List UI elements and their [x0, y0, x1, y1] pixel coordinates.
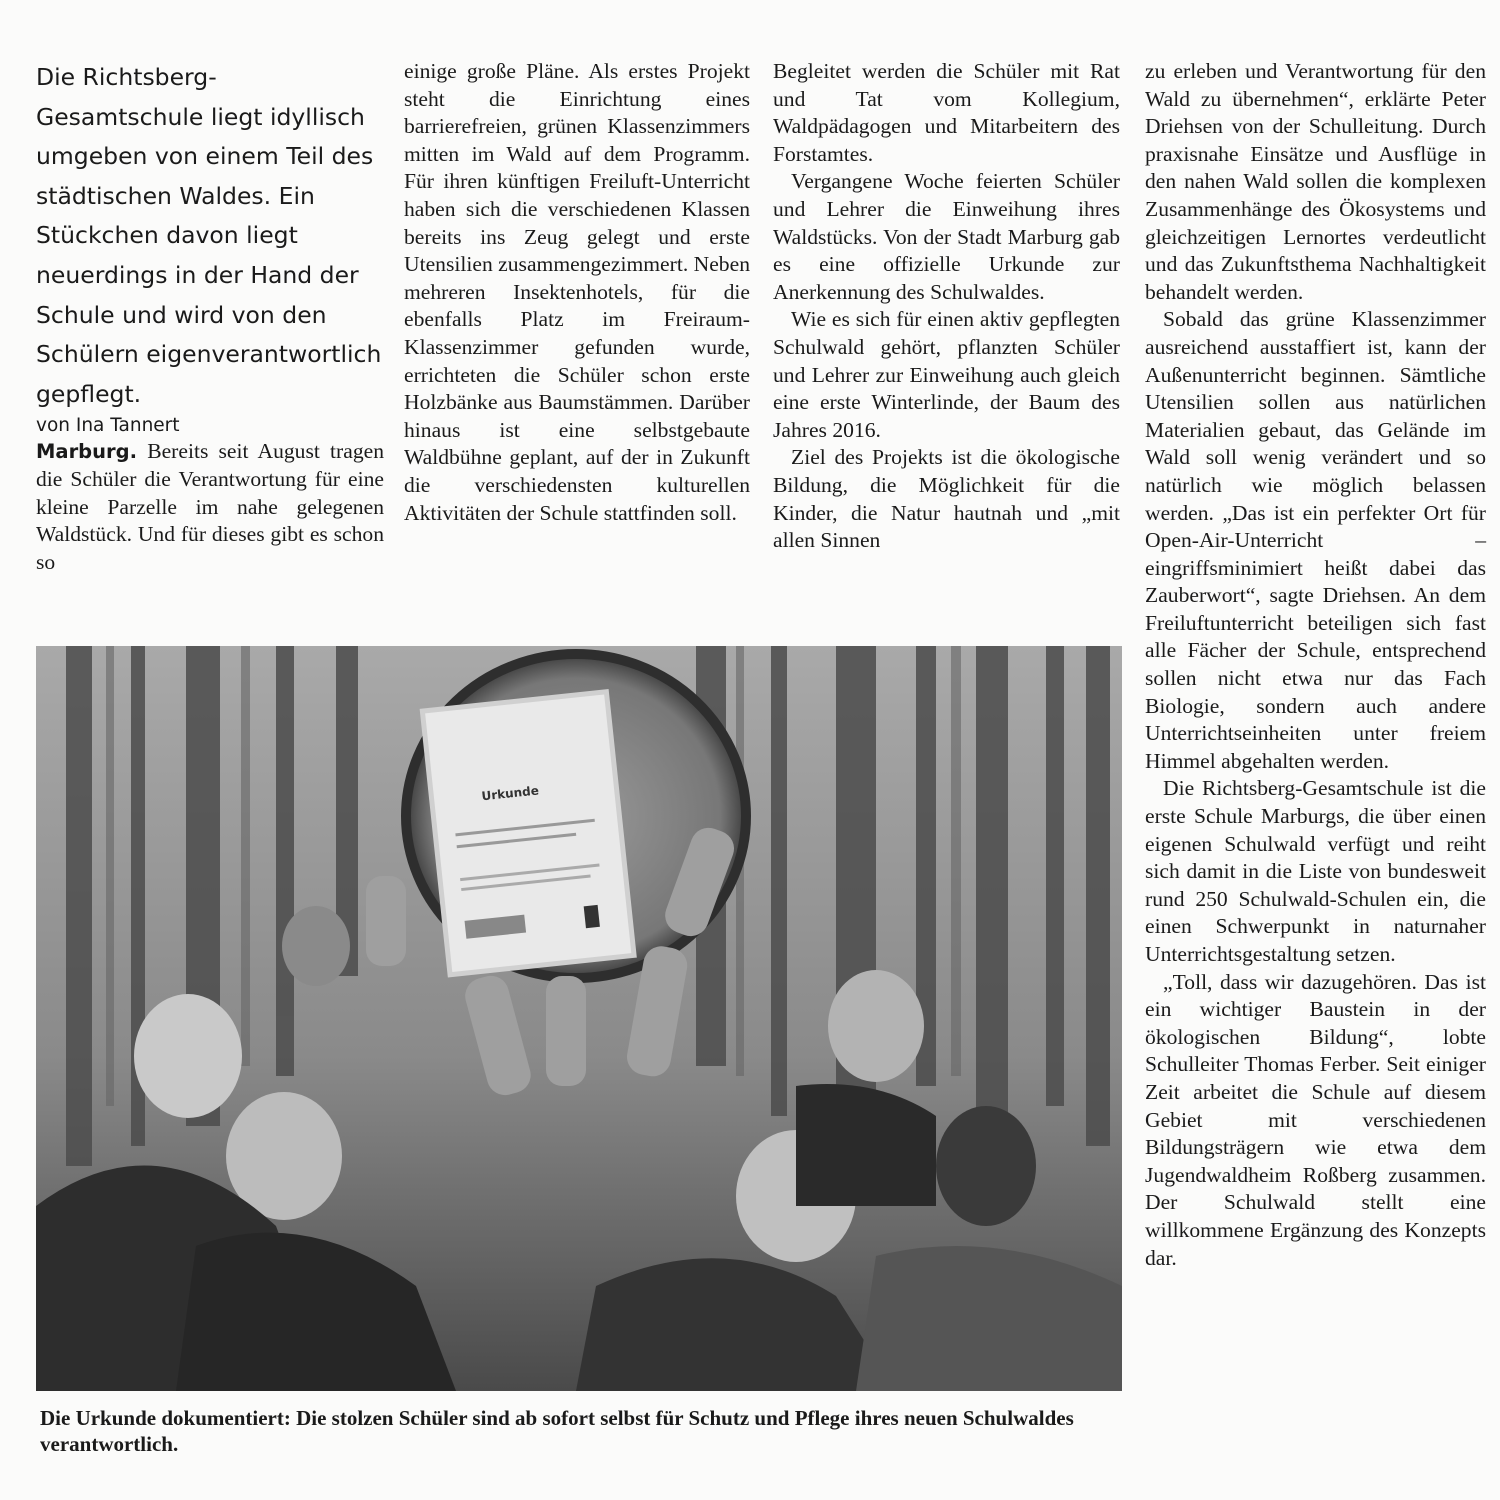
- article-lead: Die Richtsberg-Gesamtschule liegt idyllisch umgeben von einem Teil des städtischen Waldes. Ein Stückchen davon liegt neuerdings in der Hand der Schule und wird von den Schülern eigenverantwortlich gepflegt.: [36, 63, 382, 408]
- photo-caption: Die Urkunde dokumentiert: Die stolzen Schüler sind ab sofort selbst für Schutz und Pflege ihres neuen Schulwaldes verantwortlich.: [40, 1406, 1074, 1456]
- paragraph-text: Bereits seit August tragen die Schüler die Verantwortung für eine kleine Parzelle im nahe gelegenen Waldstück. Und für dieses gibt es schon so: [36, 439, 384, 574]
- article-column-1: [36, 58, 384, 576]
- article-paragraph-1-start: [36, 438, 384, 576]
- article-paragraph-1-end: Begleitet werden die Schüler mit Rat und Tat vom Kollegium, Waldpädagogen und Mitarbeitern des Forstamtes.: [773, 59, 1120, 166]
- article-paragraph-7: „Toll, dass wir dazugehören. Das ist ein wichtiger Baustein in der ökologischen Bildung“, lobte Schulleiter Thomas Ferber. Seit einiger Zeit arbeitet die Schule auf diesem Gebiet mit verschiedenen Bildungsträgern wie etwa dem Jugendwaldheim Roßberg zusammen. Der Schulwald stellt eine willkommene Ergänzung des Konzepts dar.: [1145, 969, 1486, 1270]
- article-paragraph-3: Wie es sich für einen aktiv gepflegten Schulwald gehört, pflanzten Schüler und Lehrer zur Einweihung auch gleich eine erste Winterlinde, der Baum des Jahres 2016.: [773, 307, 1120, 442]
- article-photo: [36, 646, 1122, 1391]
- article-paragraph-6: Die Richtsberg-Gesamtschule ist die erste Schule Marburgs, die über einen eigenen Schulwald verfügt und reiht sich damit in die Liste von bundesweit rund 250 Schulwald-Schulen ein, die einen Schwerpunkt in naturnaher Unterrichtsgestaltung setzen.: [1145, 776, 1486, 966]
- article-paragraph-1-cont: einige große Pläne. Als erstes Projekt steht die Einrichtung eines barrierefreien, grünen Klassenzimmers mitten im Wald auf dem Programm. Für ihren künftigen Freiluft-Unterricht haben sich die verschiedenen Klassen bereits ins Zeug gelegt und erste Utensilien zusammengezimmert. Neben mehreren Insektenhotels, für die ebenfalls Platz im Freiraum-Klassenzimmer gefunden wurde, errichteten die Schüler schon erste Holzbänke aus Baumstämmen. Darüber hinaus ist eine selbstgebaute Waldbühne geplant, auf der in Zukunft die verschiedensten kulturellen Aktivitäten der Schule stattfinden soll.: [404, 59, 750, 525]
- photo-forest-students: [36, 646, 1122, 1391]
- article-column-4: [1145, 58, 1486, 1272]
- certificate-frame: [422, 692, 634, 975]
- article-paragraph-2: Vergangene Woche feierten Schüler und Lehrer die Einweihung ihres Waldstücks. Von der Stadt Marburg gab es eine offizielle Urkunde zur Anerkennung des Schulwaldes.: [773, 169, 1120, 304]
- article-paragraph-4-start: Ziel des Projekts ist die ökologische Bildung, die Möglichkeit für die Kinder, die Natur hautnah und „mit allen Sinnen: [773, 445, 1120, 553]
- certificate-title: Urkunde: [480, 783, 540, 804]
- dateline: Marburg.: [36, 440, 138, 464]
- byline: von Ina Tannert: [36, 415, 180, 437]
- article-column-2: [404, 58, 750, 527]
- article-paragraph-5: Sobald das grüne Klassenzimmer ausreichend ausstaffiert ist, kann der Außenunterricht beginnen. Sämtliche Utensilien sollen aus natürlichen Materialien gebaut, das Gelände im Wald soll wenig verändert und so natürlich wie möglich belassen werden. „Das ist ein perfekter Ort für Open-Air-Unterricht – eingriffsminimiert heißt dabei das Zauberwort“, sagte Driehsen. An dem Freiluftunterricht beteiligen sich fast alle Fächer der Schule, entsprechend sollen nicht etwa nur das Fach Biologie, sondern auch andere Unterrichtseinheiten unter freiem Himmel abgehalten werden.: [1145, 307, 1486, 773]
- article-column-3: [773, 58, 1120, 555]
- article-paragraph-4-cont: zu erleben und Verantwortung für den Wald zu übernehmen“, erklärte Peter Driehsen von der Schulleitung. Durch praxisnahe Einsätze und Ausflüge in den nahen Wald sollen die komplexen Zusammenhänge des Ökosystems und gleichzeitigen Lernortes verdeutlicht und das Zukunftsthema Nachhaltigkeit behandelt werden.: [1145, 59, 1486, 304]
